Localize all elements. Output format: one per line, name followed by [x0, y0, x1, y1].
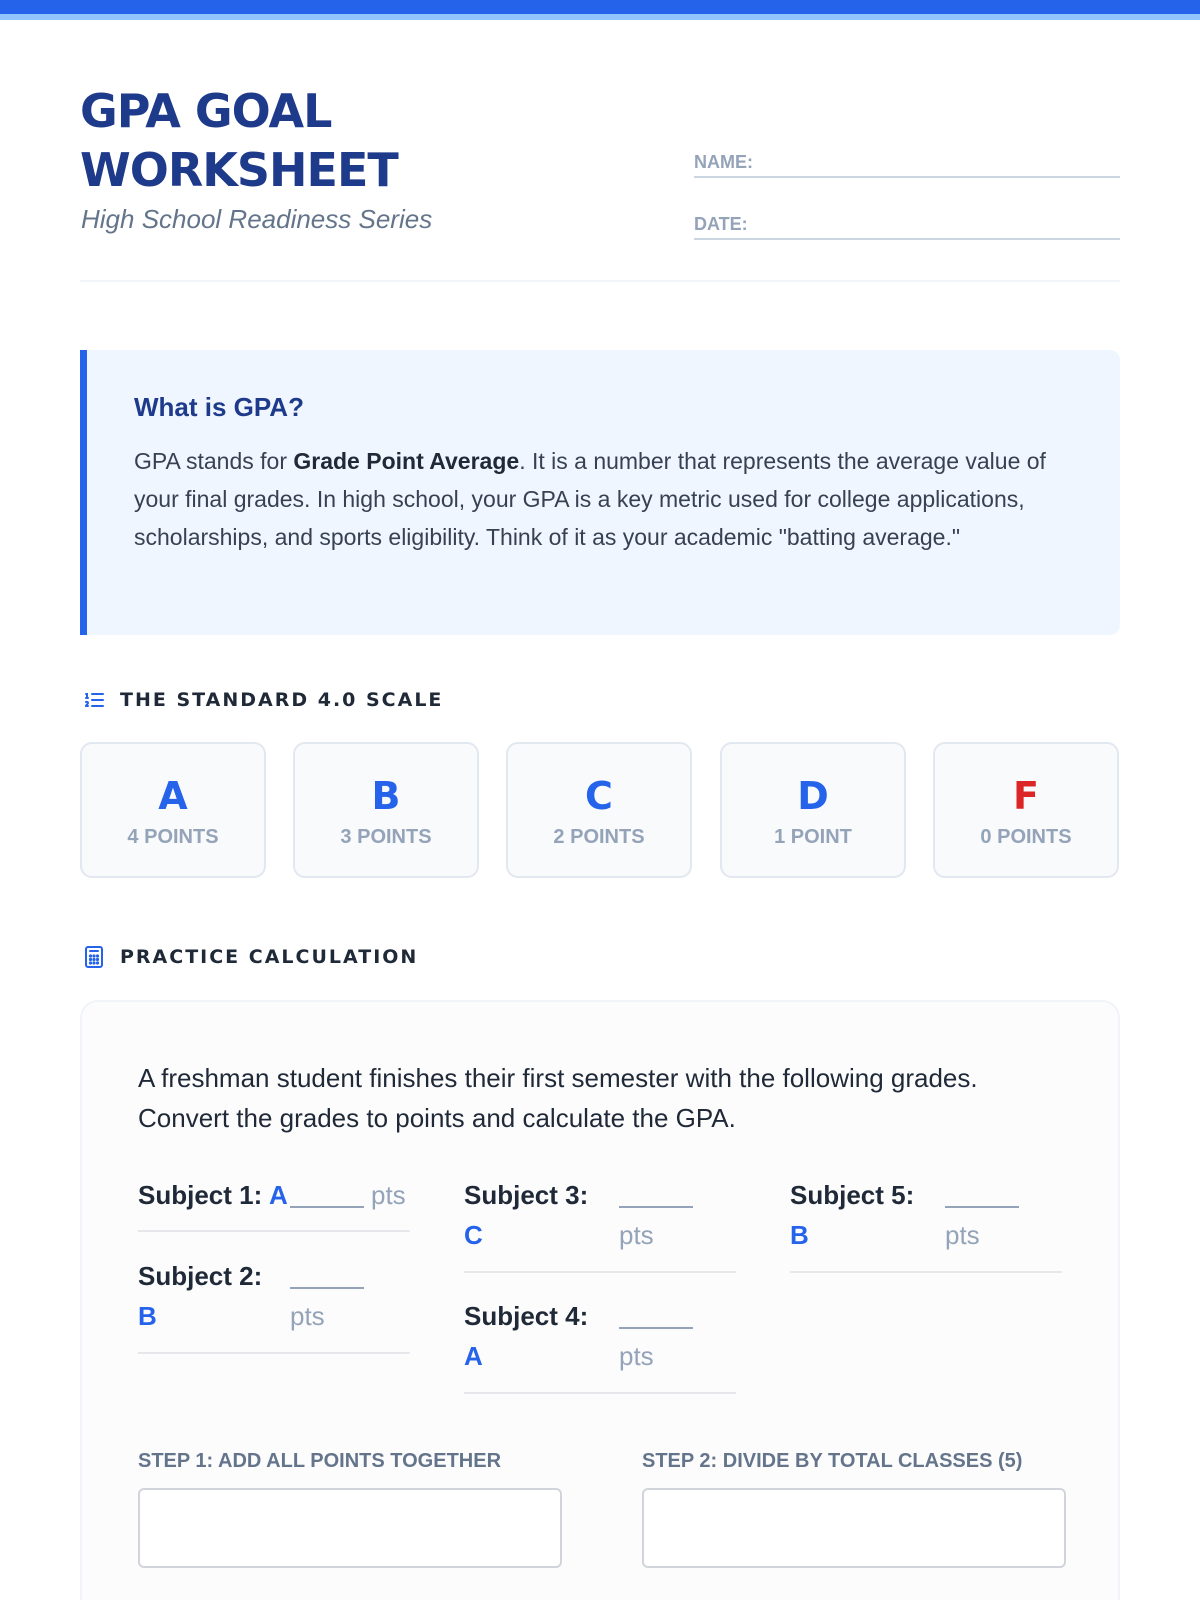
info-text-end: . It is a number that represents the average value of your final grades. In high school, your GPA is a key metric used for college applications, scholarships, and sports eligibility. Think of it as your academic "batting average."	[134, 448, 1046, 550]
scale-section-header	[82, 688, 443, 712]
step-2-answer-box[interactable]	[642, 1488, 1066, 1568]
step-1-answer-box[interactable]	[138, 1488, 562, 1568]
name-field[interactable]	[694, 148, 1120, 178]
grade-letter: F	[1013, 774, 1039, 818]
points-unit: pts	[371, 1180, 406, 1210]
grade-card-d	[720, 742, 906, 878]
points-unit: pts	[619, 1220, 654, 1250]
worksheet-title: GPA GOAL WORKSHEET	[80, 84, 398, 197]
subject-1-row	[138, 1180, 410, 1232]
grade-points: 0 POINTS	[980, 826, 1072, 848]
subject-label: Subject 4:	[464, 1301, 589, 1331]
grade-card-a	[80, 742, 266, 878]
points-unit: pts	[619, 1341, 654, 1371]
practice-heading: PRACTICE CALCULATION	[120, 946, 419, 968]
grade-letter: C	[585, 774, 613, 818]
step-2-label: STEP 2: DIVIDE BY TOTAL CLASSES (5)	[642, 1450, 1023, 1472]
points-unit: pts	[290, 1301, 325, 1331]
subject-label: Subject 2:	[138, 1261, 263, 1291]
points-unit: pts	[945, 1220, 980, 1250]
grade-card-f	[933, 742, 1119, 878]
subject-grade: A	[464, 1341, 483, 1371]
practice-section-header	[82, 945, 418, 969]
points-blank[interactable]	[290, 1287, 364, 1289]
grade-scale-row	[80, 742, 1120, 878]
grade-points: 2 POINTS	[553, 826, 645, 848]
grade-letter: B	[371, 774, 401, 818]
list-ordered-icon	[82, 688, 106, 712]
grade-letter: A	[158, 774, 188, 818]
practice-intro: A freshman student finishes their first semester with the following grades. Convert the grades to points and calculate the GPA.	[138, 1063, 978, 1133]
subject-3-row	[464, 1180, 736, 1273]
subject-grade: B	[138, 1301, 157, 1331]
grade-card-b	[293, 742, 479, 878]
grade-points: 1 POINT	[774, 826, 852, 848]
info-text-bold: Grade Point Average	[293, 448, 520, 474]
points-blank[interactable]	[619, 1206, 693, 1208]
grade-points: 3 POINTS	[340, 826, 432, 848]
subject-grade: A	[269, 1180, 288, 1210]
points-blank[interactable]	[290, 1206, 364, 1208]
grade-card-c	[506, 742, 692, 878]
practice-panel	[80, 1000, 1120, 1600]
calculator-icon	[82, 945, 106, 969]
points-blank[interactable]	[619, 1327, 693, 1329]
top-accent-bar	[0, 0, 1200, 14]
gpa-info-callout	[80, 350, 1120, 635]
subject-grade: C	[464, 1220, 483, 1250]
points-blank[interactable]	[945, 1206, 1019, 1208]
subject-4-row	[464, 1301, 736, 1394]
subject-2-row	[138, 1261, 410, 1354]
scale-heading: THE STANDARD 4.0 SCALE	[120, 689, 444, 711]
info-heading: What is GPA?	[134, 392, 304, 422]
subject-label: Subject 5:	[790, 1180, 915, 1210]
grade-letter: D	[797, 774, 829, 818]
subject-label: Subject 3:	[464, 1180, 589, 1210]
subject-grade: B	[790, 1220, 809, 1250]
step-1-label: STEP 1: ADD ALL POINTS TOGETHER	[138, 1450, 502, 1472]
info-text-start: GPA stands for	[134, 448, 294, 474]
top-accent-stripe	[0, 14, 1200, 20]
grade-points: 4 POINTS	[127, 826, 219, 848]
info-text	[134, 442, 1074, 556]
name-label: NAME:	[694, 152, 753, 172]
header-divider	[80, 280, 1120, 282]
worksheet-subtitle: High School Readiness Series	[81, 204, 433, 234]
date-label: DATE:	[694, 214, 748, 234]
subject-5-row	[790, 1180, 1062, 1273]
subject-label: Subject 1:	[138, 1180, 263, 1210]
date-field[interactable]	[694, 210, 1120, 240]
